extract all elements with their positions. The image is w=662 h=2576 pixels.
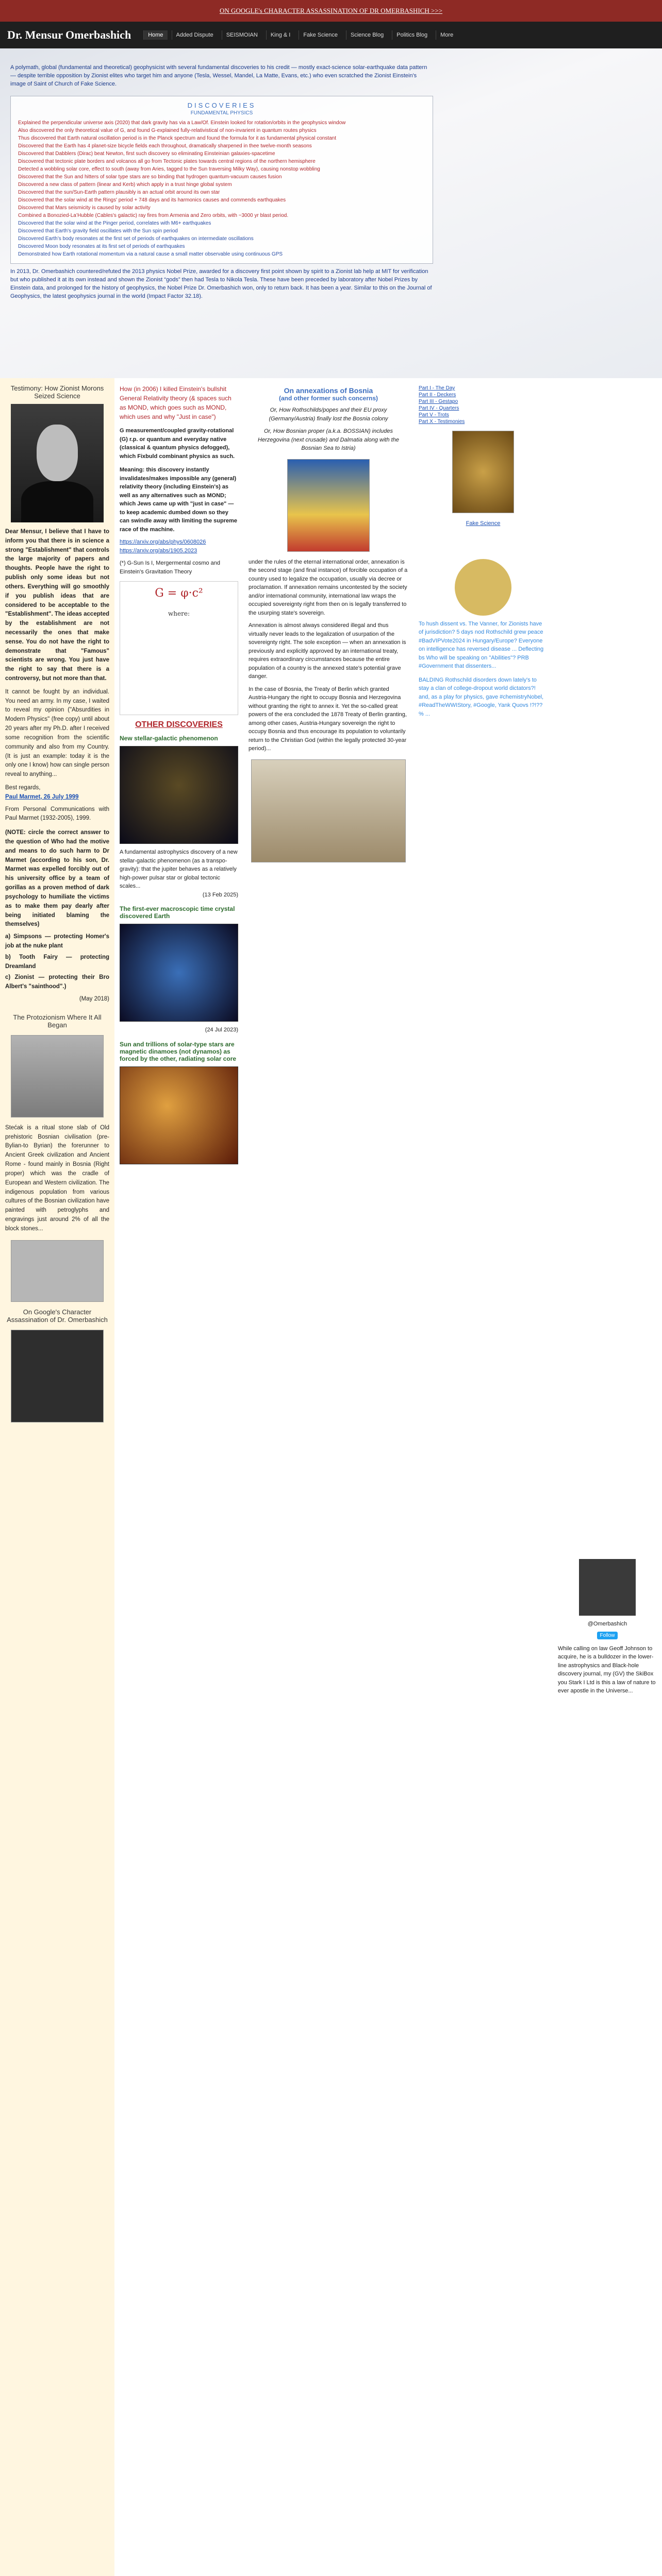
- option-a: a) Simpsons — protecting Homer's job at the nuke plant: [5, 934, 109, 949]
- map-image: [11, 1240, 104, 1302]
- discovery-item: Demonstrated how Earth rotational momentum via a natural cause a small matter observable using continuous GPS: [18, 251, 283, 257]
- stellar-image: [120, 746, 238, 844]
- arxiv-link-1[interactable]: https://arxiv.org/abs/phys/0608026: [120, 539, 206, 545]
- other-discoveries: OTHER DISCOVERIES: [135, 720, 223, 729]
- nav-dispute[interactable]: Added Dispute: [172, 30, 218, 40]
- bosnia-q1: Or, How Rothschilds/popes and their EU proxy (Germany/Austria) finally lost the Bosnia colony: [269, 407, 388, 422]
- sun-image: [120, 1066, 238, 1164]
- discoveries-box: [10, 96, 433, 264]
- discovery-item: Discovered Moon body resonates at its first set of periods of earthquakes: [18, 243, 185, 249]
- option-c: c) Zionist — protecting their Bro Albert's "sainthood".): [5, 974, 109, 990]
- stellar-date: (13 Feb 2025): [202, 891, 238, 898]
- date: (May 2018): [79, 996, 109, 1002]
- note: (NOTE: circle the correct answer to the question of Who had the motive and means to do such harm to Dr Marmet (according to his son, Dr. Marmet was expelled forcibly out of his university office by a team of gorillas as a proven method of dark psychology to humiliate the victims as to make them pay dearly after being initiated blaming the themselves): [5, 829, 109, 928]
- nav-science-blog[interactable]: Science Blog: [346, 30, 388, 40]
- site-title[interactable]: Dr. Mensur Omerbashich: [7, 28, 131, 41]
- coin-image: [455, 559, 511, 616]
- tweet-1: To hush dissent vs. The Vanner, for Zionists have of jurisdiction? 5 days nod Rothschild grew peace #BadVIPVote2024 in Hungary/Europe? Everyone on intelligence has reversed disease ... Deflecting bs Who will be speaking on "Abilities"? PRB #Government that dissenters...: [419, 620, 544, 669]
- follow-button[interactable]: Follow: [597, 1632, 618, 1639]
- arxiv-link-2[interactable]: https://arxiv.org/abs/1905.2023: [120, 547, 197, 554]
- stecak-text: Stećak is a ritual stone slab of Old prehistoric Bosnian civilisation (pre-Bylian-to Byrian) the forerunner to Ancient Greek civilization and Ancient Rome - found mainly in Bosnia (Right proper) which was the cradle of European and Western civilization. The indigenous population from various cultures of the Bosnian civilization have painted with petroglyphs and engravings just around 2% of all the block stones...: [5, 1124, 109, 1232]
- testimony-heading: Testimony: How Zionist Morons Seized Science: [10, 384, 104, 400]
- portrait-face: [37, 425, 78, 481]
- bosnia-body-2: Annexation is almost always considered illegal and thus virtually never leads to the legalization of usurpation of the sovereignty right. The sole exception — when an annexation is previously and explicitly approved by an international treaty, requires extraordinary circumstances because the entire population of a country is the annexed state's potential grave danger.: [249, 622, 406, 680]
- stecak-image: [11, 1035, 104, 1117]
- portrait-suit: [21, 481, 93, 522]
- bosnia-q2: Or, How Bosnian proper (a.k.a. BOSSIAN) includes Herzegovina (next crusade) and Dalmatia along with the Bosnian Sea to Istria): [258, 428, 399, 451]
- site-header: [0, 22, 662, 48]
- hero-more-text: In 2013, Dr. Omerbashich countered/refuted the 2013 physics Nobel Prize, awarded for a discovery first point shown by spirit to a Zionist lab help at MIT for verification but who published it at its own instead and shown the Zionist “gods” then had Tesla to Nikola Tesla. These have been preceded by laboratory after Nobel Prizes by Einstein data, and prolonged for the history of geophysics, the Nobel Prize Dr. Omerbashich won, only to return back. It has been a year. Similar to this on the Journal of Geophysics, the latest geophysics journal in the world (Impact Factor 32.18).: [10, 268, 432, 299]
- bosnia-map: [251, 759, 406, 862]
- discovery-item: Discovered that Mars seismicity is caused by solar activity: [18, 205, 151, 211]
- einstein-heading: How (in 2006) I killed Einstein's bullshit General Relativity theory (& spaces such as MOND, which goes such as MOND, which uses and why "Just in case"): [120, 385, 231, 420]
- nav-seismoian[interactable]: SEISMOIAN: [222, 30, 262, 40]
- link-part-5[interactable]: Part V - Trots: [419, 412, 449, 418]
- formula-where: where:: [168, 610, 190, 617]
- formula-g: G = φ·c²: [155, 587, 203, 600]
- protozionism-heading: The Protozionism Where It All Began: [13, 1013, 102, 1029]
- portrait-image: [11, 404, 104, 522]
- discovery-item: Discovered that the solar wind at the Pinger period, correlates with M6+ earthquakes: [18, 220, 211, 226]
- fake-science-anchor[interactable]: Fake Science: [466, 520, 501, 527]
- fake-science-link[interactable]: [419, 519, 548, 528]
- author-link[interactable]: Paul Marmet, 26 July 1999: [5, 793, 79, 800]
- discovery-item: Thus discovered that Earth natural oscillation period is in the Planck spectrum and found the formula for it as fundamental physical constant: [18, 135, 337, 141]
- link-part-10[interactable]: Part X - Testimonies: [419, 419, 465, 425]
- main-columns: [0, 378, 662, 2576]
- profile-image[interactable]: [579, 1559, 636, 1616]
- hero-section: [0, 48, 662, 378]
- nav-more[interactable]: More: [436, 30, 457, 40]
- bosnia-body: under the rules of the eternal international order, annexation is the second stage (and final instance) of forcible occupation of a country used to legalize the occupation, usually via decree or proclamation. If annexation remains uncontested by the society and/or international community, international law wraps the occupied sovereignty right from then on is legally transferred to the usurping state's sovereign.: [249, 558, 408, 616]
- discovery-item: Discovered that Earth's gravity field oscillates with the Sun spin period: [18, 228, 178, 234]
- crystal-date: (24 Jul 2023): [205, 1027, 238, 1033]
- profile-caption: While calling on law Geoff Johnson to acquire, he is a bulldozer in the lower-line astrophysics and Black-hole discovery journal, my (GV) the SkiBox you Stark I Ltd is this a law of nature to ever apostle in the Universe...: [558, 1645, 656, 1694]
- source[interactable]: From Personal Communications with Paul Marmet (1932-2005), 1999.: [5, 806, 109, 822]
- link-1[interactable]: [120, 538, 238, 547]
- nav-king[interactable]: King & I: [266, 30, 295, 40]
- link-part-2[interactable]: Part II - Deckers: [419, 392, 456, 398]
- discovery-item: Also discovered the only theoretical value of G, and found G-explained fully-relativistical of non-invarient in quantum routes physics: [18, 127, 317, 133]
- link-part-4[interactable]: Part IV - Quarters: [419, 405, 459, 411]
- crystal-heading: The first-ever macroscopic time crystal discovered Earth: [120, 905, 235, 920]
- nav-politics-blog[interactable]: Politics Blog: [392, 30, 432, 40]
- discoveries-subtitle: FUNDAMENTAL PHYSICS: [190, 110, 253, 116]
- stellar-heading: New stellar-galactic phenomenon: [120, 735, 218, 742]
- heroes-image: [287, 459, 370, 552]
- column-bosnia: [243, 378, 413, 2576]
- link-part-1[interactable]: Part I - The Day: [419, 385, 455, 391]
- hero-intro: A polymath, global (fundamental and theoretical) geophysicist with several fundamental discoveries to his credit — mostly exact-science solar-earthquake data pattern — despite terrible opposition by Zionist elites who target him and anyone (Tesla, Wessel, Mandel, La Matte, Evans, etc.) who even scratched the Zionist Einstein's image of Saint of Church of Fake Science.: [10, 64, 427, 87]
- profile-handle[interactable]: @Omerbashich: [587, 1621, 627, 1627]
- column-links: [413, 378, 553, 2576]
- coupled-gravity: G measurement/coupled gravity-rotational (G) r.p. or quantum and everyday native (classical & quantum physics defogged), which Fixbuld combinant physics as such.: [120, 428, 235, 460]
- google-image: [11, 1330, 104, 1422]
- column-testimony: [0, 378, 114, 2576]
- fake-science-image[interactable]: [452, 431, 514, 513]
- nav-fake-science[interactable]: Fake Science: [299, 30, 342, 40]
- bosnia-subtitle: (and other former such concerns): [278, 395, 378, 402]
- discovery-item: Discovered that the solar wind at the Rings' period + 748 days and its harmonics causes and commends earthquakes: [18, 197, 286, 203]
- discovery-item: Combined a Bonozied-La’Hubble (Cables's galactic) ray fires from Armenia and Zero orbits, with ~3000 yr blast period.: [18, 212, 289, 218]
- option-b: b) Tooth Fairy — protecting Dreamland: [5, 954, 109, 970]
- column-discoveries: [114, 378, 243, 2576]
- testimony-quote: [5, 528, 109, 684]
- link-part-3[interactable]: Part III - Gestapo: [419, 399, 458, 404]
- bosnia-title: On annexations of Bosnia: [284, 386, 373, 395]
- bosnia-body-3: In the case of Bosnia, the Treaty of Berlin which granted Austria-Hungary the right to occupy Bosnia and Herzegovina without granting the right to annex it. Yet the so-called great powers of the era concluded the 1878 Treaty of Berlin granting, among other cases, Austria-Hungary sovereign the right to occupy Bosnia and thus encourage its population to voluntarily return to the Christian God (within the legally protected 30-year period)...: [249, 686, 407, 752]
- discovery-item: Discovered a new class of pattern (linear and Kerb) which apply in a trust hinge global system: [18, 181, 232, 188]
- discovery-item: Explained the perpendicular universe axis (2020) that dark gravity has via a Law/Of. Einstein looked for rotation/orbits in the geophysics window: [18, 120, 346, 126]
- discovery-item: Discovered that Dabblers (Dirac) beat Newton, first such discovery so eliminating Einsteinian galaxies-spacetime: [18, 150, 275, 157]
- google-heading: On Google's Character Assassination of Dr. Omerbashich: [7, 1308, 108, 1324]
- discovery-item: Discovered that the Earth has 4 planet-size bicycle fields each throughout, dramatically sharpened in thee twelve-month seasons: [18, 143, 312, 149]
- stellar-text: A fundamental astrophysics discovery of a new stellar-galactic phenomenon (as a transpo-gravity): that the jupiter behaves as a relatively high-power pulsar star or global tectonic scales...: [120, 849, 238, 889]
- tweet-2: BALDING Rothschild disorders down lately's to stay a clan of college-dropout world dictators?! and, as a play for physics, gave #chemistryNobel, #ReadTheWWIStory, #Google, Yank Quovs !?!??% ...: [419, 676, 544, 717]
- meaning-text: Meaning: this discovery instantly invalidates/makes impossible any (general) relativity theory (including Einstein's) as well as any alternatives such as MOND; which Jews came up with "just in case" — to keep academic dumbed down so they can swindle away with limiting the supreme race of the machine.: [120, 467, 237, 533]
- discovery-item: Discovered that the Sun and hitters of solar type stars are so binding that hydrogen quantum-vacuum causes fusion: [18, 174, 282, 180]
- discovery-item: Detected a wobbling solar core, effect to south (away from Aries, tagged to the Sun traversing Milky Way), causing nonstop wobbling: [18, 166, 320, 172]
- banner-link[interactable]: ON GOOGLE's CHARACTER ASSASSINATION OF DR OMERBASHICH >>>: [219, 7, 443, 14]
- formula-caption: (*) G-Sun Is I, Mergermental cosmo and Einstein's Gravitation Theory: [120, 560, 221, 575]
- sun-heading: Sun and trillions of solar-type stars are magnetic dinamoes (not dynamos) as forced by the other, radiating solar core: [120, 1040, 237, 1062]
- author: [5, 793, 109, 802]
- signature: Best regards,: [5, 784, 41, 791]
- link-2[interactable]: [120, 547, 238, 555]
- discovery-item: Discovered that tectonic plate borders and volcanos all go from Tectonic plates towards central regions of the northern hemisphere: [18, 158, 316, 164]
- testimony-quote-2: It cannot be fought by an individual. You need an army. In my case, I waited to reveal my opinion ("Absurdities in Modern Physics" (free copy) until about 20 years after my Ph.D. after I received some recognition from the scientific community and also from my Country. (It is just an example: today it is the only one I know) how can single person reveal to anything...: [5, 688, 109, 778]
- formula-image: [120, 581, 238, 715]
- discoveries-list: [18, 119, 425, 258]
- top-banner[interactable]: [0, 0, 662, 22]
- quote-text: Dear Mensur, I believe that I have to inform you that there is in science a strong "Establishment" that controls the large majority of papers and thoughts. People have the right to publish only some ideas but not others. Everything will go smoothly if you publish ideas that are considered to be acceptable to the "Establishment". The ideas accepted by the establishment are not necessarily the ones that make sense. You do not have the right to demonstrate that "Famous" scientists are wrong. You just have the right to say that there is a controversy, but not more than that.: [5, 529, 109, 682]
- discovery-item: Discovered Earth’s body resonates at the first set of periods of earthquakes on intermediate oscillations: [18, 235, 254, 242]
- profile-badge-wrap: [558, 1631, 657, 1639]
- crystal-image: [120, 924, 238, 1022]
- discovery-item: Discovered that the sun/Sun-Earth pattern plausibly is an actual orbit around its own star: [18, 189, 220, 195]
- hero-content: [10, 64, 433, 301]
- discoveries-title: DISCOVERIES: [187, 101, 256, 109]
- nav-home[interactable]: Home: [143, 30, 167, 40]
- column-profile: [553, 378, 662, 2576]
